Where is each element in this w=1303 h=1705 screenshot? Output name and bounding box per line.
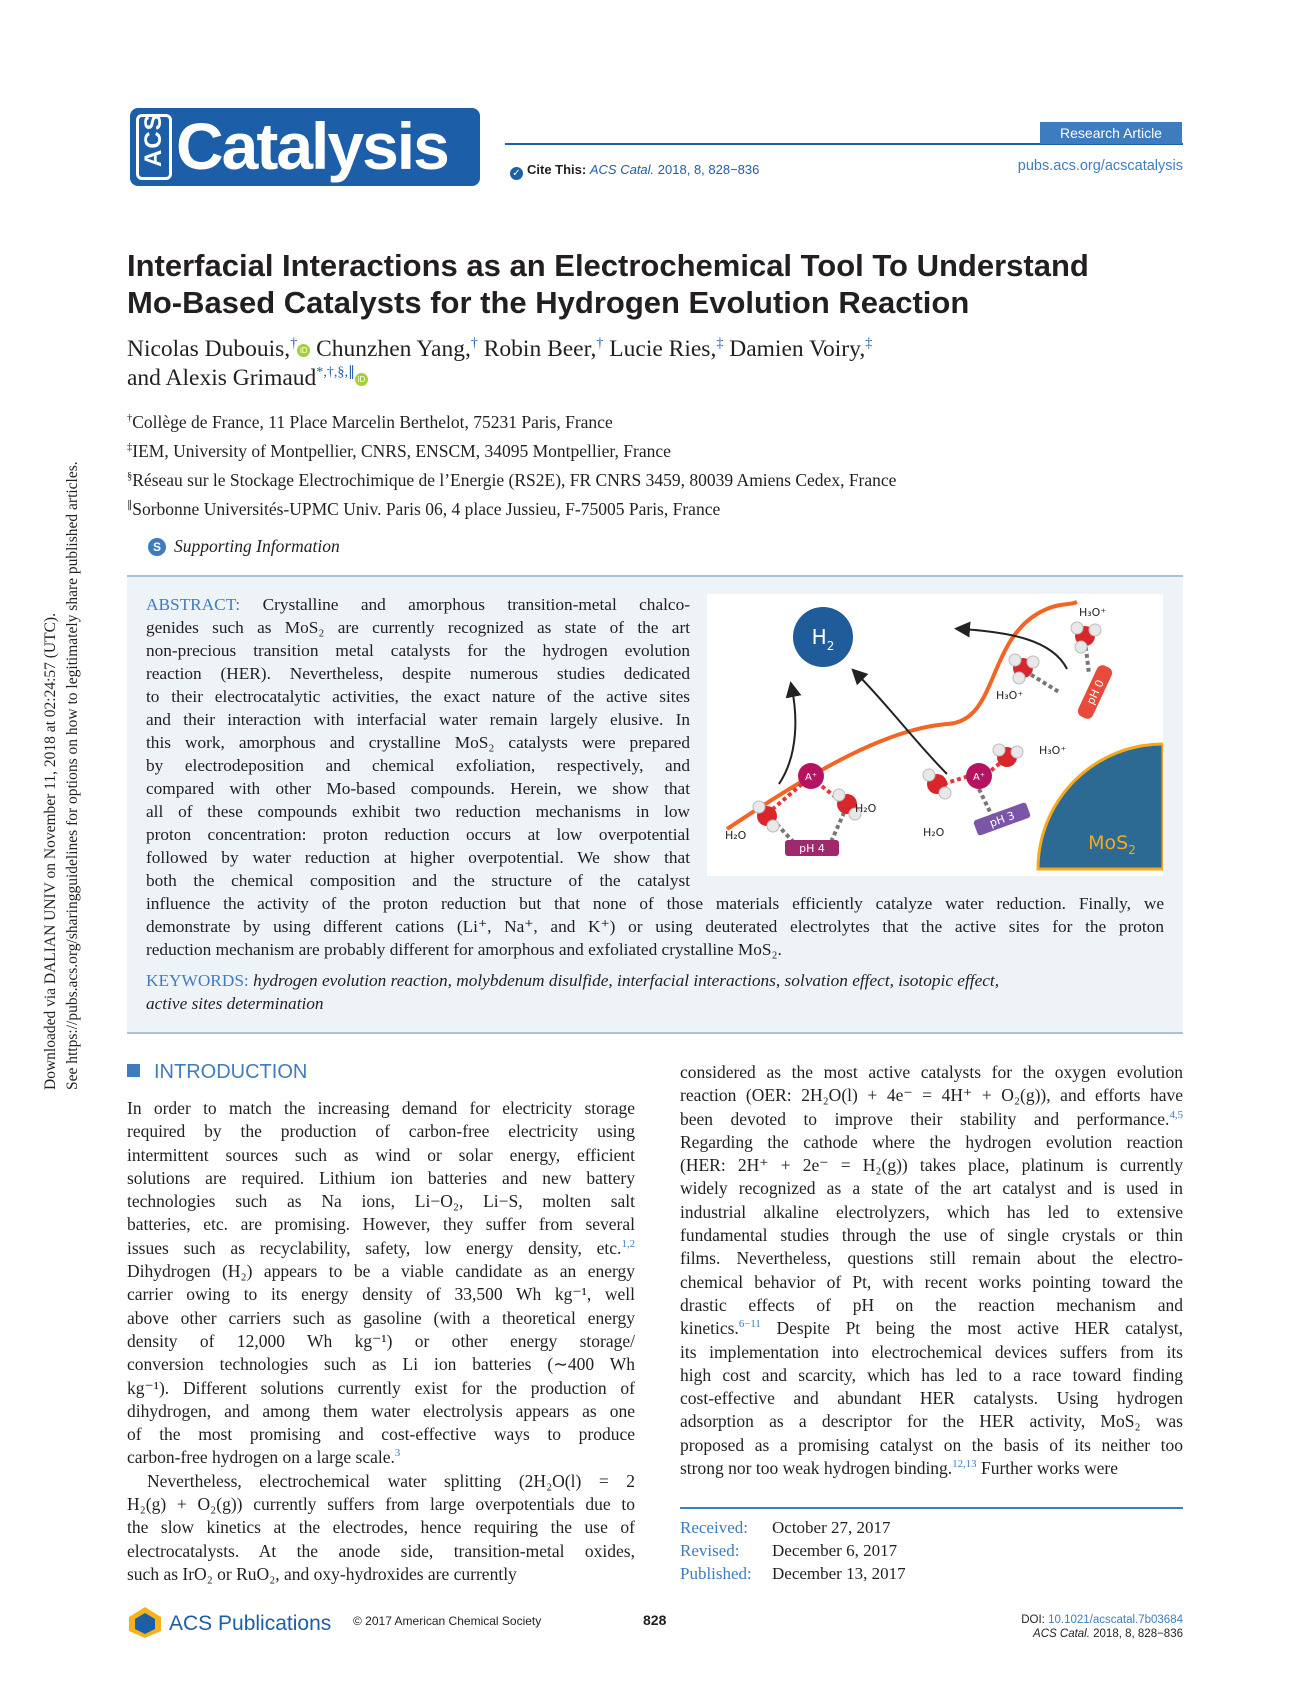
ph3-label: pH 3 (987, 808, 1017, 830)
author-name: Lucie Ries, (609, 336, 717, 362)
abstract-line: and their interaction with interfacial water remain largely elusive. In (146, 710, 690, 729)
abstract-narrow (146, 593, 690, 892)
body-line: fundamental studies through the use of single crystals or thin (680, 1225, 1183, 1246)
publisher-name: ACS Publications (169, 1612, 332, 1635)
keywords (146, 969, 1164, 1015)
acs-mark-text: ACS (140, 113, 167, 167)
body-line: dihydrogen, and among them water electrolysis appears as one (127, 1400, 635, 1421)
author-name: Robin Beer, (483, 336, 597, 362)
author-name: Chunzhen Yang, (316, 336, 471, 362)
abstract-line: genides such as MoS₂ are currently recognized as state of the art (146, 618, 690, 637)
keywords-text: active sites determination (146, 994, 324, 1013)
citation-ref[interactable]: 3 (394, 1447, 401, 1460)
body-line: the slow kinetics at the electrodes, hence requiring the use of (127, 1517, 635, 1538)
orcid-icon[interactable]: iD (355, 373, 368, 386)
body-line: reaction (OER: 2H₂O(l) + 4e⁻ = 4H⁺ + O₂(g)), and efforts have (680, 1085, 1183, 1106)
abstract-line: compared with other Mo-based compounds. Herein, we show that (146, 779, 690, 798)
affiliation (127, 499, 720, 520)
abstract-line: non-precious transition metal catalysts for the hydrogen evolution (146, 641, 690, 660)
article-title (127, 247, 1207, 321)
mos2-label: MoS$_2$ (1088, 832, 1136, 857)
body-line: proposed as a promising catalyst on the basis of its neither too (680, 1434, 1183, 1455)
affiliation-mark: † (127, 413, 133, 425)
page-number: 828 (643, 1612, 667, 1628)
cite-label: Cite This: (527, 162, 587, 177)
introduction-heading (127, 1061, 307, 1084)
affiliation-mark: § (127, 471, 133, 483)
citation-ref[interactable]: 6−11 (738, 1318, 761, 1331)
affiliation (127, 441, 671, 462)
citation-ref[interactable]: 12,13 (952, 1458, 977, 1471)
body-line: high cost and scarcity, which has led to a race toward finding (680, 1364, 1183, 1385)
body-line: intermittent sources such as wind or solar energy, efficient (127, 1144, 635, 1165)
affiliation-mark: ‡ (127, 442, 133, 454)
body-line: such as IrO₂ or RuO₂, and oxy-hydroxides are currently (127, 1563, 517, 1584)
ph4-label: pH 4 (799, 842, 825, 855)
intro-left-column (127, 1097, 635, 1586)
ph0-label: pH 0 (1084, 677, 1107, 707)
abstract-line: proton concentration: proton reduction occurs at low overpotential (146, 825, 690, 844)
affiliation (127, 412, 613, 433)
abstract-line: demonstrate by using different cations (Li⁺, Na⁺, and K⁺) or using deuterated electrolytes that the active sites for the proton (146, 917, 1164, 936)
body-line: technologies such as Na ions, Li−O₂, Li−S, molten salt (127, 1191, 635, 1212)
abstract-line: to their electrocatalytic activities, the exact nature of the active sites (146, 687, 690, 706)
article-type-badge: Research Article (1040, 122, 1182, 144)
affiliation-text: Réseau sur le Stockage Electrochimique de l’Energie (RS2E), FR CNRS 3459, 80039 Amiens Cedex, France (132, 470, 897, 490)
abstract-line: by electrodeposition and chemical exfoliation, respectively, and (146, 756, 690, 775)
acs-mark (136, 114, 172, 180)
body-line: density of 12,000 Wh kg⁻¹) or other energy storage/ (127, 1330, 635, 1351)
body-line: kg⁻¹). Different solutions currently exist for the production of (127, 1377, 635, 1398)
orcid-icon[interactable]: iD (297, 344, 310, 357)
body-line: (HER: 2H⁺ + 2e⁻ = H₂(g)) takes place, platinum is currently (680, 1155, 1183, 1176)
doi-link[interactable]: 10.1021/acscatal.7b03684 (1048, 1614, 1183, 1626)
abstract-wide (146, 892, 1164, 961)
side-note-line2: See https://pubs.acs.org/sharingguidelines for options on how to legitimately share published articles. (64, 461, 81, 1090)
abstract-line: this work, amorphous and crystalline MoS₂ catalysts were prepared (146, 733, 690, 752)
h2o-label: H₂O (725, 829, 747, 842)
body-line: electrocatalysts. At the anode side, transition-metal oxides, (127, 1540, 635, 1561)
body-line: above other carriers such as gasoline (with a theoretical energy (127, 1307, 635, 1328)
body-line: films. Nevertheless, questions still remain about the electro- (680, 1248, 1183, 1269)
body-line: of the most promising and cost-effective ways to produce (127, 1424, 635, 1445)
article-dates (680, 1516, 906, 1585)
acs-hexagon-icon (127, 1605, 163, 1639)
affiliation-text: Collège de France, 11 Place Marcelin Berthelot, 75231 Paris, France (132, 412, 613, 432)
body-line: required by the production of carbon-free electricity using (127, 1121, 635, 1142)
h2-label: $H_2$ (811, 625, 835, 653)
abstract-line: influence the activity of the proton reduction but that none of those materials efficiently catalyze water reduction. Finally, we (146, 894, 1164, 913)
body-line: its implementation into electrochemical devices suffers from its (680, 1341, 1183, 1362)
author-marks: ‡ (865, 335, 873, 352)
cite-journal: ACS Catal. (589, 162, 655, 177)
supporting-info-icon: S (148, 538, 166, 556)
date-label: Received: (680, 1518, 748, 1537)
title-line-1: Interfacial Interactions as an Electrochemical Tool To Understand (127, 248, 1089, 283)
cite-ref: 2018, 8, 828−836 (657, 162, 760, 177)
journal-name: Catalysis (176, 109, 448, 183)
h3o-label: H₃O⁺ (1039, 744, 1067, 757)
body-line: solutions are required. Lithium ion batteries and new battery (127, 1167, 635, 1188)
author-marks: † (470, 335, 478, 352)
abstract-line: reaction (HER). Nevertheless, despite numerous studies dedicated (146, 664, 690, 683)
ph3-tag (973, 802, 1031, 836)
title-line-2: Mo-Based Catalysts for the Hydrogen Evolution Reaction (127, 285, 970, 320)
intro-right-column (680, 1061, 1183, 1480)
affiliation (127, 470, 896, 491)
date-value: October 27, 2017 (772, 1518, 891, 1537)
journal-url[interactable]: pubs.acs.org/acscatalysis (1017, 158, 1183, 174)
journal-logo[interactable] (130, 108, 480, 186)
footer-journal: ACS Catal. (1033, 1628, 1090, 1640)
affiliation-mark: ∥ (127, 500, 133, 512)
doi-block (930, 1613, 1183, 1641)
author-marks: † (596, 335, 604, 352)
toc-svg (707, 594, 1163, 876)
body-line: Dihydrogen (H₂) appears to be a viable candidate as an energy (127, 1261, 635, 1282)
abstract-text: Crystalline and amorphous transition-metal chalco- (262, 595, 690, 614)
body-line: issues such as recyclability, safety, low energy density, etc.$^{1,2}$ (127, 1237, 635, 1258)
arrow-left (779, 689, 795, 784)
body-line: considered as the most active catalysts for the oxygen evolution (680, 1062, 1183, 1082)
date-value: December 13, 2017 (772, 1564, 906, 1583)
introduction-heading-text: INTRODUCTION (154, 1061, 308, 1083)
body-line: Regarding the cathode where the hydrogen evolution reaction (680, 1131, 1183, 1152)
affiliation-text: Sorbonne Universités-UPMC Univ. Paris 06, 4 place Jussieu, F-75005 Paris, France (132, 499, 721, 519)
body-line: carrier owing to its energy density of 33,500 Wh kg⁻¹, well (127, 1284, 635, 1305)
current-curve (727, 602, 1077, 829)
toc-graphic (707, 594, 1163, 876)
ph0-tag (1076, 663, 1114, 721)
body-line: carbon-free hydrogen on a large scale.$^3$ (127, 1447, 401, 1468)
author-marks: *,†,§,∥ (316, 364, 356, 381)
date-value: December 6, 2017 (772, 1541, 898, 1560)
keywords-label: KEYWORDS: (146, 971, 249, 990)
body-line: In order to match the increasing demand for electricity storage (127, 1098, 635, 1118)
body-line: kinetics.$^{6-11}$ Despite Pt being the most active HER catalyst, (680, 1318, 1183, 1339)
body-line: strong nor too weak hydrogen binding.$^{12,13}$ Further works were (680, 1458, 1119, 1479)
author-name: Damien Voiry, (729, 336, 866, 362)
supporting-info-label: Supporting Information (174, 536, 340, 556)
affiliation-text: IEM, University of Montpellier, CNRS, ENSCM, 34095 Montpellier, France (132, 441, 671, 461)
body-line: drastic effects of pH on the reaction mechanism and (680, 1294, 1183, 1315)
cation-label: A⁺ (972, 772, 986, 783)
body-line: adsorption as a descriptor for the HER activity, MoS₂ was (680, 1411, 1183, 1432)
body-line: been devoted to improve their stability and performance.$^{4,5}$ (680, 1108, 1183, 1129)
citation-ref[interactable]: 4,5 (1169, 1108, 1183, 1121)
side-note-line1: Downloaded via DALIAN UNIV on November 11, 2018 at 02:24:57 (UTC). (42, 613, 59, 1090)
body-line: chemical behavior of Pt, with recent works pointing toward the (680, 1271, 1183, 1292)
h2o-label: H₂O (923, 826, 945, 839)
body-line: conversion technologies such as Li ion batteries (∼400 Wh (127, 1354, 635, 1375)
author-marks: ‡ (716, 335, 724, 352)
footer-journal-ref: 2018, 8, 828−836 (1093, 1628, 1183, 1640)
author-name: Nicolas Dubouis, (127, 336, 291, 362)
abstract-line: reduction mechanism are probably different for amorphous and exfoliated crystalline MoS₂. (146, 940, 782, 959)
abstract-line (146, 593, 690, 616)
cation-label: A⁺ (804, 772, 818, 783)
h3o-label: H₃O⁺ (1079, 606, 1107, 619)
body-line: Nevertheless, electrochemical water splitting (2H₂O(l) = 2 (147, 1470, 635, 1491)
copyright: © 2017 American Chemical Society (353, 1614, 542, 1628)
author-name: and Alexis Grimaud (127, 365, 317, 391)
body-line: widely recognized as a state of the art catalyst and is used in (680, 1178, 1183, 1199)
citation-ref[interactable]: 1,2 (621, 1237, 635, 1250)
body-line: cost-effective and abundant HER catalysts. Using hydrogen (680, 1388, 1183, 1409)
body-line: batteries, etc. are promising. However, they suffer from several (127, 1214, 635, 1235)
doi-label: DOI: (1021, 1614, 1045, 1626)
dates-rule (680, 1507, 1183, 1509)
abstract-line: followed by water reduction at higher overpotential. We show that (146, 848, 690, 867)
section-square-icon (127, 1064, 140, 1077)
cite-this[interactable] (510, 162, 759, 180)
date-label: Published: (680, 1564, 752, 1583)
author-list (127, 335, 1127, 393)
h2o-label: H₂O (855, 802, 877, 815)
abstract-label: ABSTRACT: (146, 595, 241, 614)
check-icon: ✓ (510, 167, 523, 180)
author-marks: † (290, 335, 298, 352)
h3o-label: H₃O⁺ (996, 689, 1024, 702)
supporting-information-link[interactable] (148, 536, 340, 557)
body-line: H₂(g) + O₂(g)) currently suffers from large overpotentials due to (127, 1494, 635, 1515)
keywords-text: hydrogen evolution reaction, molybdenum disulfide, interfacial interactions, solvation effect, isotopic effect, (253, 971, 1000, 990)
body-line: industrial alkaline electrolyzers, which has led to extensive (680, 1201, 1183, 1222)
abstract-line: all of these compounds exhibit two reduction mechanisms in low (146, 802, 690, 821)
acs-publications-logo[interactable] (127, 1605, 331, 1639)
date-label: Revised: (680, 1541, 740, 1560)
abstract-line: both the chemical composition and the structure of the catalyst (146, 871, 690, 890)
